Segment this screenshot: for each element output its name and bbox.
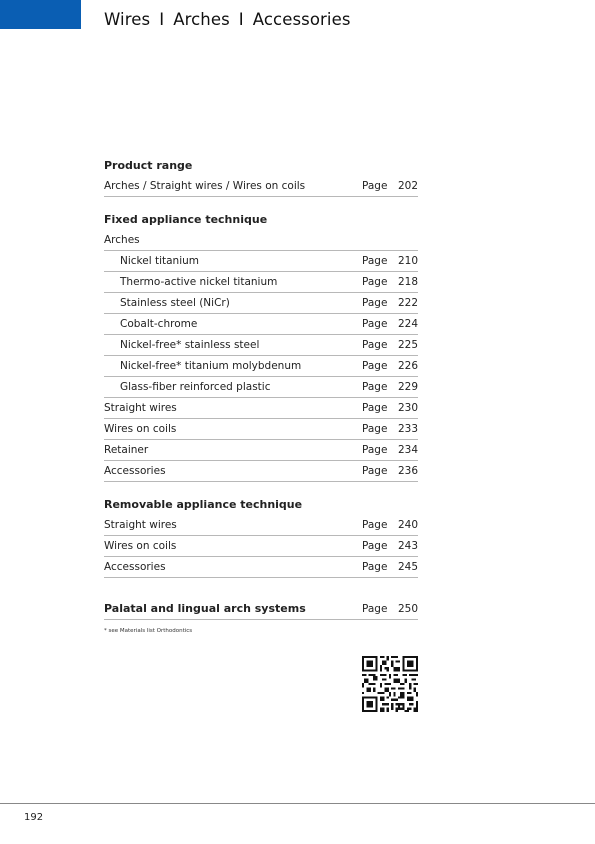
toc-page-number: 210 [397,255,418,267]
toc-page-word: Page [362,444,388,456]
toc-row-label: Accessories [104,465,166,477]
title-part-wires: Wires [104,10,151,29]
toc-page-word: Page [362,180,388,192]
toc-page-word: Page [362,465,388,477]
toc-row[interactable] [104,557,418,578]
spacer [104,578,418,599]
toc-row-label: Retainer [104,444,149,456]
toc-subheading-label: Arches [104,234,140,246]
toc-row-label: Wires on coils [104,423,177,435]
page-number: 192 [24,812,44,823]
toc-row-label: Arches / Straight wires / Wires on coils [104,180,306,192]
toc-page-number: 234 [397,444,418,456]
page-title [104,10,351,29]
toc-row-label: Palatal and lingual arch systems [104,602,306,615]
toc-row-label: Thermo-active nickel titanium [120,276,278,288]
qr-code-icon[interactable] [362,656,418,712]
toc-row-label: Nickel-free* titanium molybdenum [120,360,302,372]
toc-page-word: Page [362,402,388,414]
toc-page-word: Page [362,297,388,309]
toc-page-word: Page [362,276,388,288]
toc-page-word: Page [362,603,388,615]
toc-row[interactable] [104,536,418,557]
title-separator: I [159,10,165,29]
toc-page-number: 230 [397,402,418,414]
toc-row[interactable] [104,419,418,440]
toc-row[interactable] [104,356,418,377]
toc-row[interactable] [104,293,418,314]
toc-row[interactable] [104,377,418,398]
toc-row-label: Nickel titanium [120,255,200,267]
section-heading-removable-appliance: Removable appliance technique [104,498,303,511]
toc-page-word: Page [362,540,388,552]
toc-row[interactable] [104,398,418,419]
toc-page-word: Page [362,360,388,372]
toc-row[interactable] [104,335,418,356]
toc-page-number: 222 [397,297,418,309]
footer-divider [0,803,595,804]
footnote: * see Materials list Orthodontics [104,628,193,634]
title-part-accessories: Accessories [252,10,351,29]
toc-page-word: Page [362,423,388,435]
toc-page-word: Page [362,519,388,531]
toc-page-number: 250 [397,603,418,615]
toc-row-label: Cobalt-chrome [120,318,198,330]
toc-page-number: 240 [397,519,418,531]
toc-row-label: Straight wires [104,519,177,531]
title-part-arches: Arches [173,10,230,29]
toc-row-label: Stainless steel (NiCr) [120,297,230,309]
spacer [104,482,418,495]
toc-page-word: Page [362,381,388,393]
toc-row[interactable] [104,440,418,461]
toc-row-label: Accessories [104,561,166,573]
toc-row[interactable] [104,272,418,293]
toc-page-number: 236 [397,465,418,477]
toc-row[interactable] [104,515,418,536]
toc-page-word: Page [362,561,388,573]
toc-row-palatal-lingual[interactable] [104,599,418,620]
toc-subheading-arches [104,230,418,250]
section-heading-product-range: Product range [104,159,193,172]
toc-page-word: Page [362,339,388,351]
toc-page-number: 225 [397,339,418,351]
toc-row-label: Wires on coils [104,540,177,552]
toc-page-number: 224 [397,318,418,330]
toc-page-number: 202 [397,180,418,192]
toc-page-number: 233 [397,423,418,435]
section-heading-fixed-appliance: Fixed appliance technique [104,213,268,226]
toc-page-number: 218 [397,276,418,288]
toc-page-number: 243 [397,540,418,552]
toc-row[interactable] [104,251,418,272]
toc-row-label: Straight wires [104,402,177,414]
header-accent-bar [0,0,81,29]
toc-page-number: 229 [397,381,418,393]
toc-row-label: Nickel-free* stainless steel [120,339,260,351]
toc-row[interactable] [104,461,418,482]
toc-page-number: 245 [397,561,418,573]
title-separator: I [238,10,244,29]
spacer [104,197,418,210]
toc-row[interactable] [104,314,418,335]
table-of-contents [104,156,418,620]
toc-row[interactable] [104,176,418,197]
toc-row-label: Glass-fiber reinforced plastic [120,381,271,393]
toc-page-word: Page [362,255,388,267]
toc-page-word: Page [362,318,388,330]
toc-page-number: 226 [397,360,418,372]
